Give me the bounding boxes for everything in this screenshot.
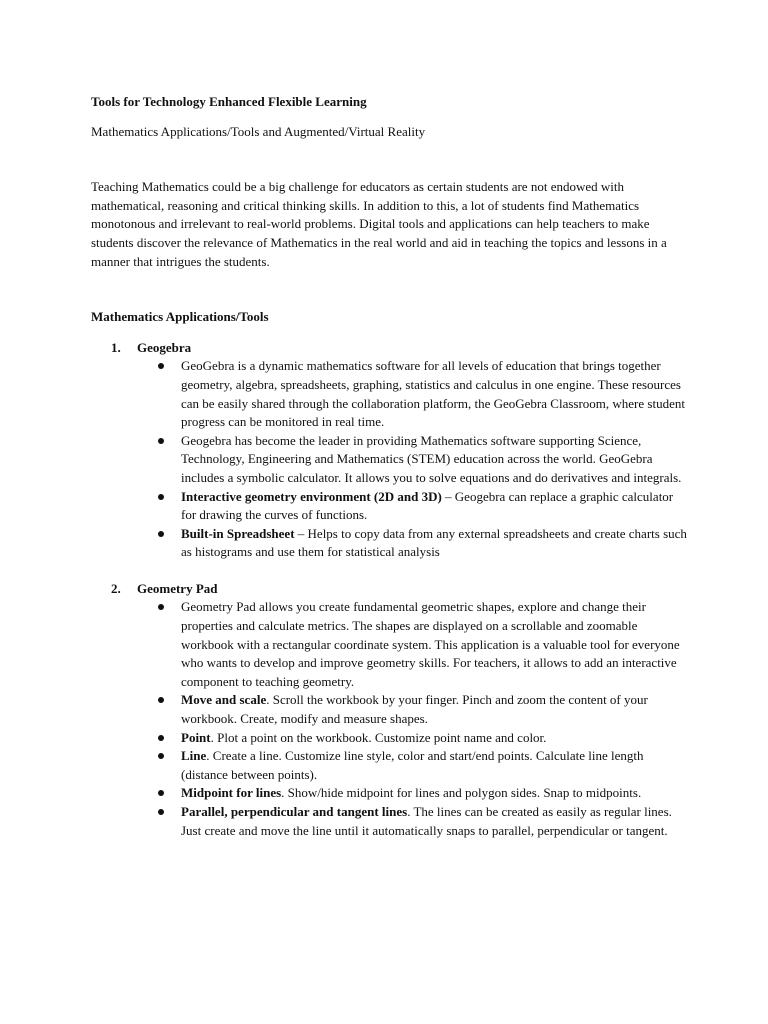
intro-paragraph: Teaching Mathematics could be a big challenge for educators as certain students are not endowed with mathematical, reasoning and critical thinking skills. In addition to this, a lot of students find Mathematics monotonous and irrelevant to real-world problems. Digital tools and applications can help teachers to make students discover the relevance of Mathematics in the real world and aid in teaching the topics and lessons in a manner that intrigues the students. [91,179,667,269]
document-subtitle: Mathematics Applications/Tools and Augmented/Virtual Reality [91,123,426,139]
tool-item-geogebra [91,339,688,562]
bullet-item [181,525,688,562]
bullet-item [181,784,688,803]
bullet-item [181,803,688,840]
tool-name: Geogebra [137,339,192,355]
bullet-text: . Create a line. Customize line style, color and start/end points. Calculate line length (distance between points). [181,748,644,782]
bullet-text: – Geogebra can replace a graphic calculator for drawing the curves of functions. [181,488,674,523]
bullet-icon [158,531,164,537]
bullet-text: Geogebra has become the leader in providing Mathematics software supporting Science, Technology, Engineering and Mathematics (STEM) education across the world. GeoGebra includes a symbolic calculator. It allows you to solve equations and do derivatives and integrals. [181,432,682,485]
bullet-text: . The lines can be created as easily as regular lines. Just create and move the line until it automatically snaps to parallel, perpendicular or tangent. [181,804,672,838]
tool-heading [111,580,688,599]
bullet-bold-lead: Line [181,748,207,764]
bullet-text: – Helps to copy data from any external spreadsheets and create charts such as histograms and use them for statistical analysis [181,525,687,560]
bullet-bold-lead: Midpoint for lines [181,785,282,801]
bullet-item [181,729,688,748]
bullet-item [181,747,688,784]
bullet-item [181,432,688,488]
bullet-bold-lead: Move and scale [181,692,267,708]
document-title: Tools for Technology Enhanced Flexible Learning [91,94,367,109]
bullet-item [181,598,688,691]
bullet-bold-lead: Interactive geometry environment (2D and 3D) [181,488,442,504]
bullet-text: . Scroll the workbook by your finger. Pinch and zoom the content of your workbook. Create, modify and measure shapes. [181,692,648,727]
tool-name: Geometry Pad [137,580,218,596]
bullet-icon [158,604,164,610]
bullet-icon [158,438,164,444]
tool-bullets [91,598,688,840]
bullet-icon [158,790,164,796]
bullet-bold-lead: Built-in Spreadsheet [181,525,295,541]
bullet-icon [158,753,164,759]
bullet-text: GeoGebra is a dynamic mathematics software for all levels of education that brings together geometry, algebra, spreadsheets, graphing, statistics and calculus in one engine. These resources can be easily shared through the collaboration platform, the GeoGebra Classroom, where student progress can be monitored in real time. [181,358,685,430]
bullet-item [181,691,688,728]
bullet-icon [158,809,164,815]
tool-number: 2. [111,580,121,596]
section-heading: Mathematics Applications/Tools [91,309,269,325]
bullet-item [181,357,688,431]
bullet-icon [158,363,164,369]
bullet-text: . Show/hide midpoint for lines and polygon sides. Snap to midpoints. [281,785,642,801]
bullet-text: Geometry Pad allows you create fundamental geometric shapes, explore and change their properties and calculate metrics. The shapes are displayed on a scrollable and zoomable workbook with a rectangular coordinate system. This application is a valuable tool for everyone who wants to develop and improve geometry skills. For teachers, it allows to add an interactive component to teaching geometry. [181,599,680,689]
bullet-bold-lead: Point [181,729,211,745]
bullet-icon [158,697,164,703]
tools-list [91,339,688,840]
bullet-icon [158,494,164,500]
bullet-item [181,488,688,525]
tool-item-geometry-pad [91,580,688,840]
bullet-text: . Plot a point on the workbook. Customize point name and color. [210,729,547,745]
tool-bullets [91,357,688,562]
bullet-icon [158,735,164,741]
tool-heading [111,339,688,358]
tool-number: 1. [111,339,121,355]
bullet-bold-lead: Parallel, perpendicular and tangent lines [181,804,408,819]
